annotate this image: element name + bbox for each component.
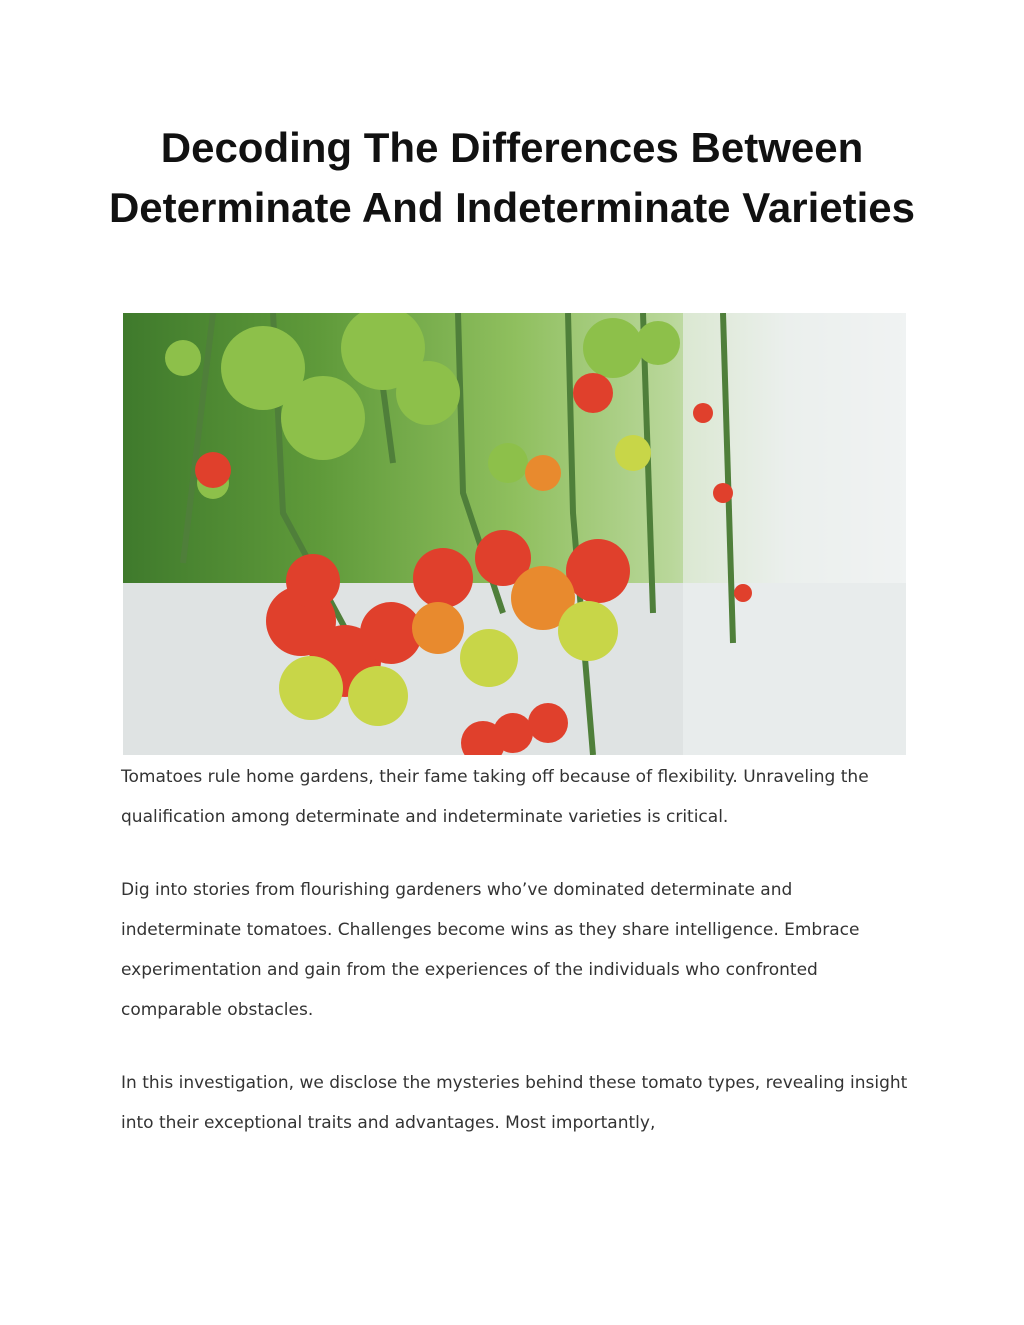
paragraph: Dig into stories from flourishing gardeners who’ve dominated determinate and indeterminate tomatoes. Challenges become wins as they share intelligence. Embrace experimentation and gain from the experiences of the individuals who confronted comparable obstacles. bbox=[121, 880, 860, 1020]
article-body bbox=[121, 757, 911, 1176]
tomato-greenhouse-image bbox=[123, 313, 906, 755]
paragraph: Tomatoes rule home gardens, their fame taking off because of flexibility. Unraveling the qualification among determinate and indeterminate varieties is critical. bbox=[121, 767, 869, 827]
page-title: Decoding The Differences Between Determinate And Indeterminate Varieties bbox=[108, 124, 916, 231]
paragraph: In this investigation, we disclose the mysteries behind these tomato types, revealing insight into their exceptional traits and advantages. Most importantly, bbox=[121, 1073, 908, 1133]
tomato-illustration bbox=[123, 313, 906, 755]
